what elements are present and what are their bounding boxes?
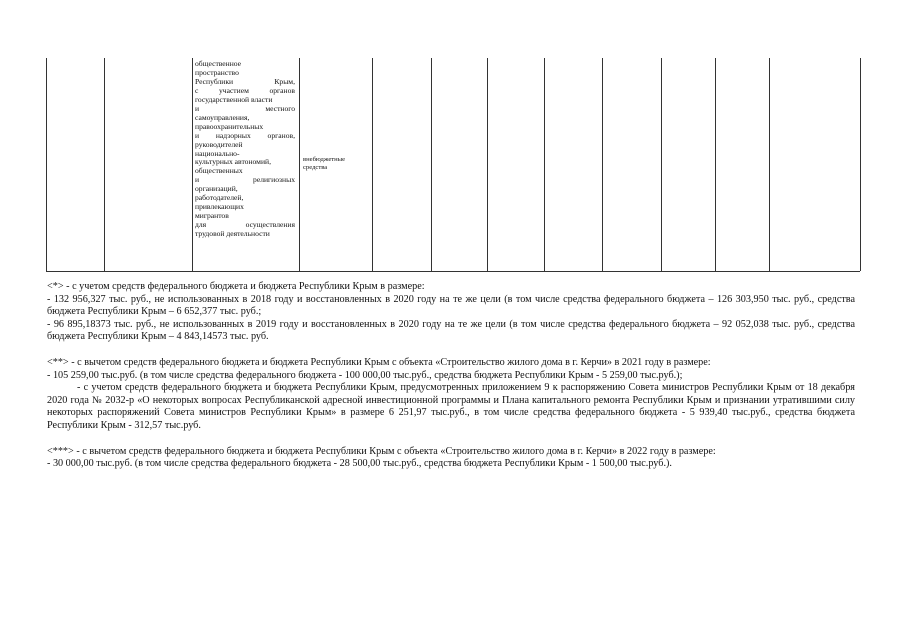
cell-line: Республики Крым, (195, 76, 295, 86)
cell-line: общественных (195, 166, 243, 176)
activity-description-cell (195, 60, 295, 239)
funding-source-cell: внебюджетные средства (303, 156, 346, 171)
column-divider (372, 58, 373, 271)
cell-line: самоуправления, (195, 112, 250, 122)
column-divider (299, 58, 300, 271)
cell-line: пространство (195, 67, 239, 77)
footnote-2-item-1: - 105 259,00 тыс.руб. (в том числе средства федерального бюджета - 100 000,00 тыс.руб., средства бюджета Республики Крым - 5 259,00 тыс.руб.); (47, 369, 683, 381)
footnote-1-item-1: - 132 956,327 тыс. руб., не использованных в 2018 году и восстановленных в 2020 году на те же цели (в том числе средства федерального бюджета – 126 303,950 тыс. руб., средства бюджета Республики Крым – 6 652,377 тыс. руб.; (47, 293, 855, 318)
column-divider (192, 58, 193, 271)
cell-line: привлекающих (195, 202, 244, 212)
column-divider (104, 58, 105, 271)
cell-line: с участием органов (195, 85, 295, 95)
column-divider (487, 58, 488, 271)
footnote-2-title: <**> - с вычетом средств федерального бюджета и бюджета Республики Крым с объекта «Строительство жилого дома в г. Керчи» в 2021 году в размере: (47, 356, 711, 368)
cell-line: организаций, (195, 184, 238, 194)
column-divider (661, 58, 662, 271)
cell-line: и религиозных (195, 175, 295, 185)
cell-line: для осуществления (195, 220, 295, 230)
footnote-3-item-1: - 30 000,00 тыс.руб. (в том числе средства федерального бюджета - 28 500,00 тыс.руб., средства бюджета Республики Крым - 1 500,00 тыс.руб.). (47, 458, 672, 470)
cell-line: мигрантов (195, 211, 229, 221)
column-divider (769, 58, 770, 271)
cell-line: общественное (195, 59, 242, 68)
cell-line: и надзорных органов, (195, 130, 295, 140)
cell-line: руководителей (195, 139, 243, 149)
footnote-1-title: <*> - с учетом средств федерального бюджета и бюджета Республики Крым в размере: (47, 281, 425, 292)
cell-line: правоохранительных (195, 121, 264, 131)
cell-line: национально- (195, 148, 240, 158)
footnote-3-title: <***> - с вычетом средств федерального бюджета и бюджета Республики Крым с объекта «Строительство жилого дома в г. Керчи» в 2022 году в размере: (47, 445, 716, 457)
column-divider (860, 58, 861, 271)
cell-line: культурных автономий, (195, 157, 272, 167)
footnote-1-item-2: - 96 895,18373 тыс. руб., не использованных в 2019 году и восстановленных в 2020 году на те же цели (в том числе средства федерального бюджета – 92 052,038 тыс. руб., средства бюджета Республики Крым – 4 843,14573 тыс. руб. (47, 318, 855, 343)
cell-line: трудовой деятельности (195, 229, 270, 239)
column-divider (715, 58, 716, 271)
column-divider (544, 58, 545, 271)
footnote-2-item-2: - с учетом средств федерального бюджета и бюджета Республики Крым, предусмотренных приложением 9 к распоряжению Совета министров Республики Крым от 18 декабря 2020 года № 2032-р «О некоторых вопросах Республиканской адресной инвестиционной программы и Плана капитального ремонта Республики Крым и признании утратившими силу некоторых распоряжений Совета министров Республики Крым» в размере 6 251,97 тыс.руб., в том числе средства федерального бюджета - 5 939,40 тыс.руб., средства бюджета Республики Крым - 312,57 тыс.руб. (47, 382, 855, 431)
footnotes (47, 281, 855, 471)
cell-line: государственной власти (195, 94, 273, 104)
cell-line: работодателей, (195, 193, 244, 203)
column-divider (602, 58, 603, 271)
cell-line: и местного (195, 103, 295, 113)
column-divider (431, 58, 432, 271)
table-fragment (46, 58, 860, 272)
